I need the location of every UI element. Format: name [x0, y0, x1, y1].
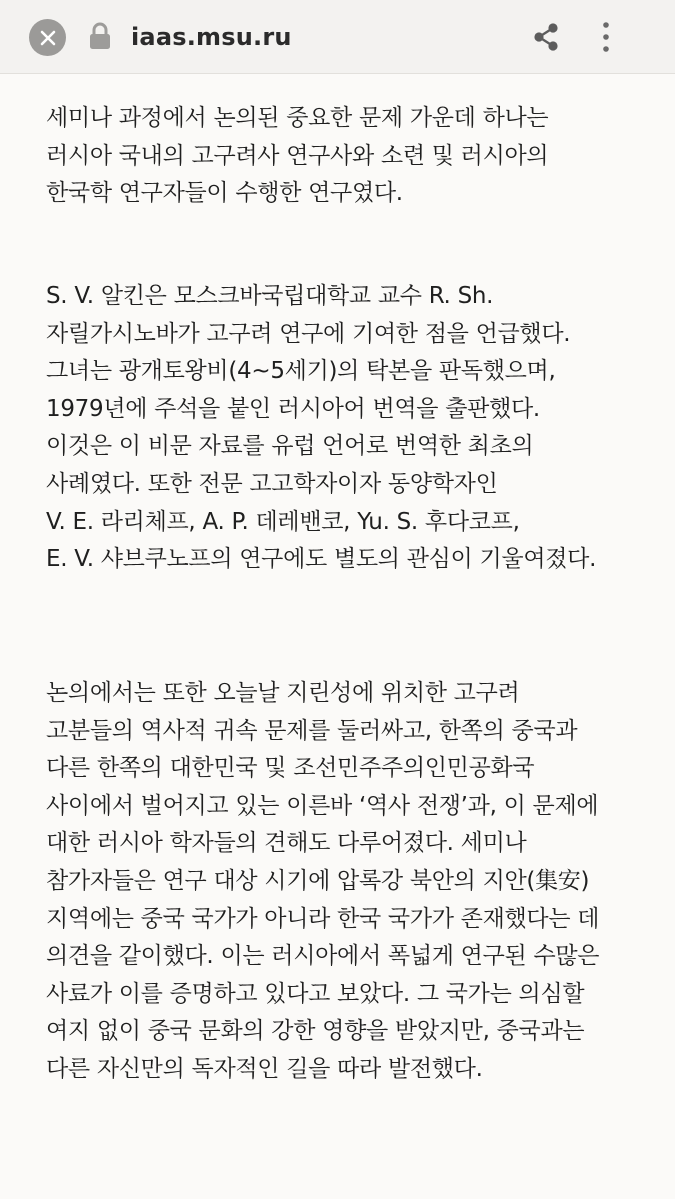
- paragraph: [46, 278, 596, 579]
- text-line: 사례였다. 또한 전문 고고학자이자 동양학자인: [46, 470, 498, 497]
- close-icon: [39, 29, 57, 47]
- text-line: 세미나 과정에서 논의된 중요한 문제 가운데 하나는: [46, 105, 549, 131]
- paragraph: [46, 675, 599, 1089]
- text-line: 여지 없이 중국 문화의 강한 영향을 받았지만, 중국과는: [46, 1018, 585, 1045]
- text-line: V. E. 라리체프, A. P. 데레밴코, Yu. S. 후다코프,: [46, 508, 520, 535]
- text-line: 사료가 이를 증명하고 있다고 보았다. 그 국가는 의심할: [46, 980, 585, 1007]
- text-line: 한국학 연구자들이 수행한 연구였다.: [46, 180, 403, 207]
- text-line: 다른 한쪽의 대한민국 및 조선민주주의인민공화국: [46, 755, 535, 782]
- more-vertical-icon[interactable]: [596, 20, 616, 54]
- text-line: 이것은 이 비문 자료를 유럽 언어로 번역한 최초의: [46, 433, 534, 460]
- text-line: 논의에서는 또한 오늘날 지린성에 위치한 고구려: [46, 680, 520, 706]
- text-line: E. V. 샤브쿠노프의 연구에도 별도의 관심이 기울여졌다.: [46, 546, 597, 573]
- text-line: 사이에서 벌어지고 있는 이른바 ‘역사 전쟁’과, 이 문제에: [46, 792, 599, 819]
- lock-icon: [88, 21, 112, 51]
- text-line: 대한 러시아 학자들의 견해도 다루어졌다. 세미나: [46, 830, 527, 857]
- browser-toolbar: [0, 0, 675, 74]
- paragraph: [46, 100, 548, 213]
- text-line: S. V. 알킨은 모스크바국립대학교 교수 R. Sh.: [46, 283, 494, 309]
- text-line: 다른 자신만의 독자적인 길을 따라 발전했다.: [46, 1055, 483, 1082]
- text-line: 러시아 국내의 고구려사 연구사와 소련 및 러시아의: [46, 142, 549, 169]
- close-button[interactable]: [29, 19, 66, 56]
- text-line: 지역에는 중국 국가가 아니라 한국 국가가 존재했다는 데: [46, 905, 600, 932]
- text-line: 의견을 같이했다. 이는 러시아에서 폭넓게 연구된 수많은: [46, 943, 600, 970]
- text-line: 1979년에 주석을 붙인 러시아어 번역을 출판했다.: [46, 395, 540, 422]
- text-line: 참가자들은 연구 대상 시기에 압록강 북안의 지안(集安): [46, 867, 590, 894]
- text-line: 그녀는 광개토왕비(4~5세기)의 탁본을 판독했으며,: [46, 358, 556, 385]
- url-text[interactable]: iaas.msu.ru: [131, 23, 292, 51]
- text-line: 고분들의 역사적 귀속 문제를 둘러싸고, 한쪽의 중국과: [46, 717, 578, 744]
- text-line: 자릴가시노바가 고구려 연구에 기여한 점을 언급했다.: [46, 320, 571, 347]
- share-icon[interactable]: [532, 22, 560, 52]
